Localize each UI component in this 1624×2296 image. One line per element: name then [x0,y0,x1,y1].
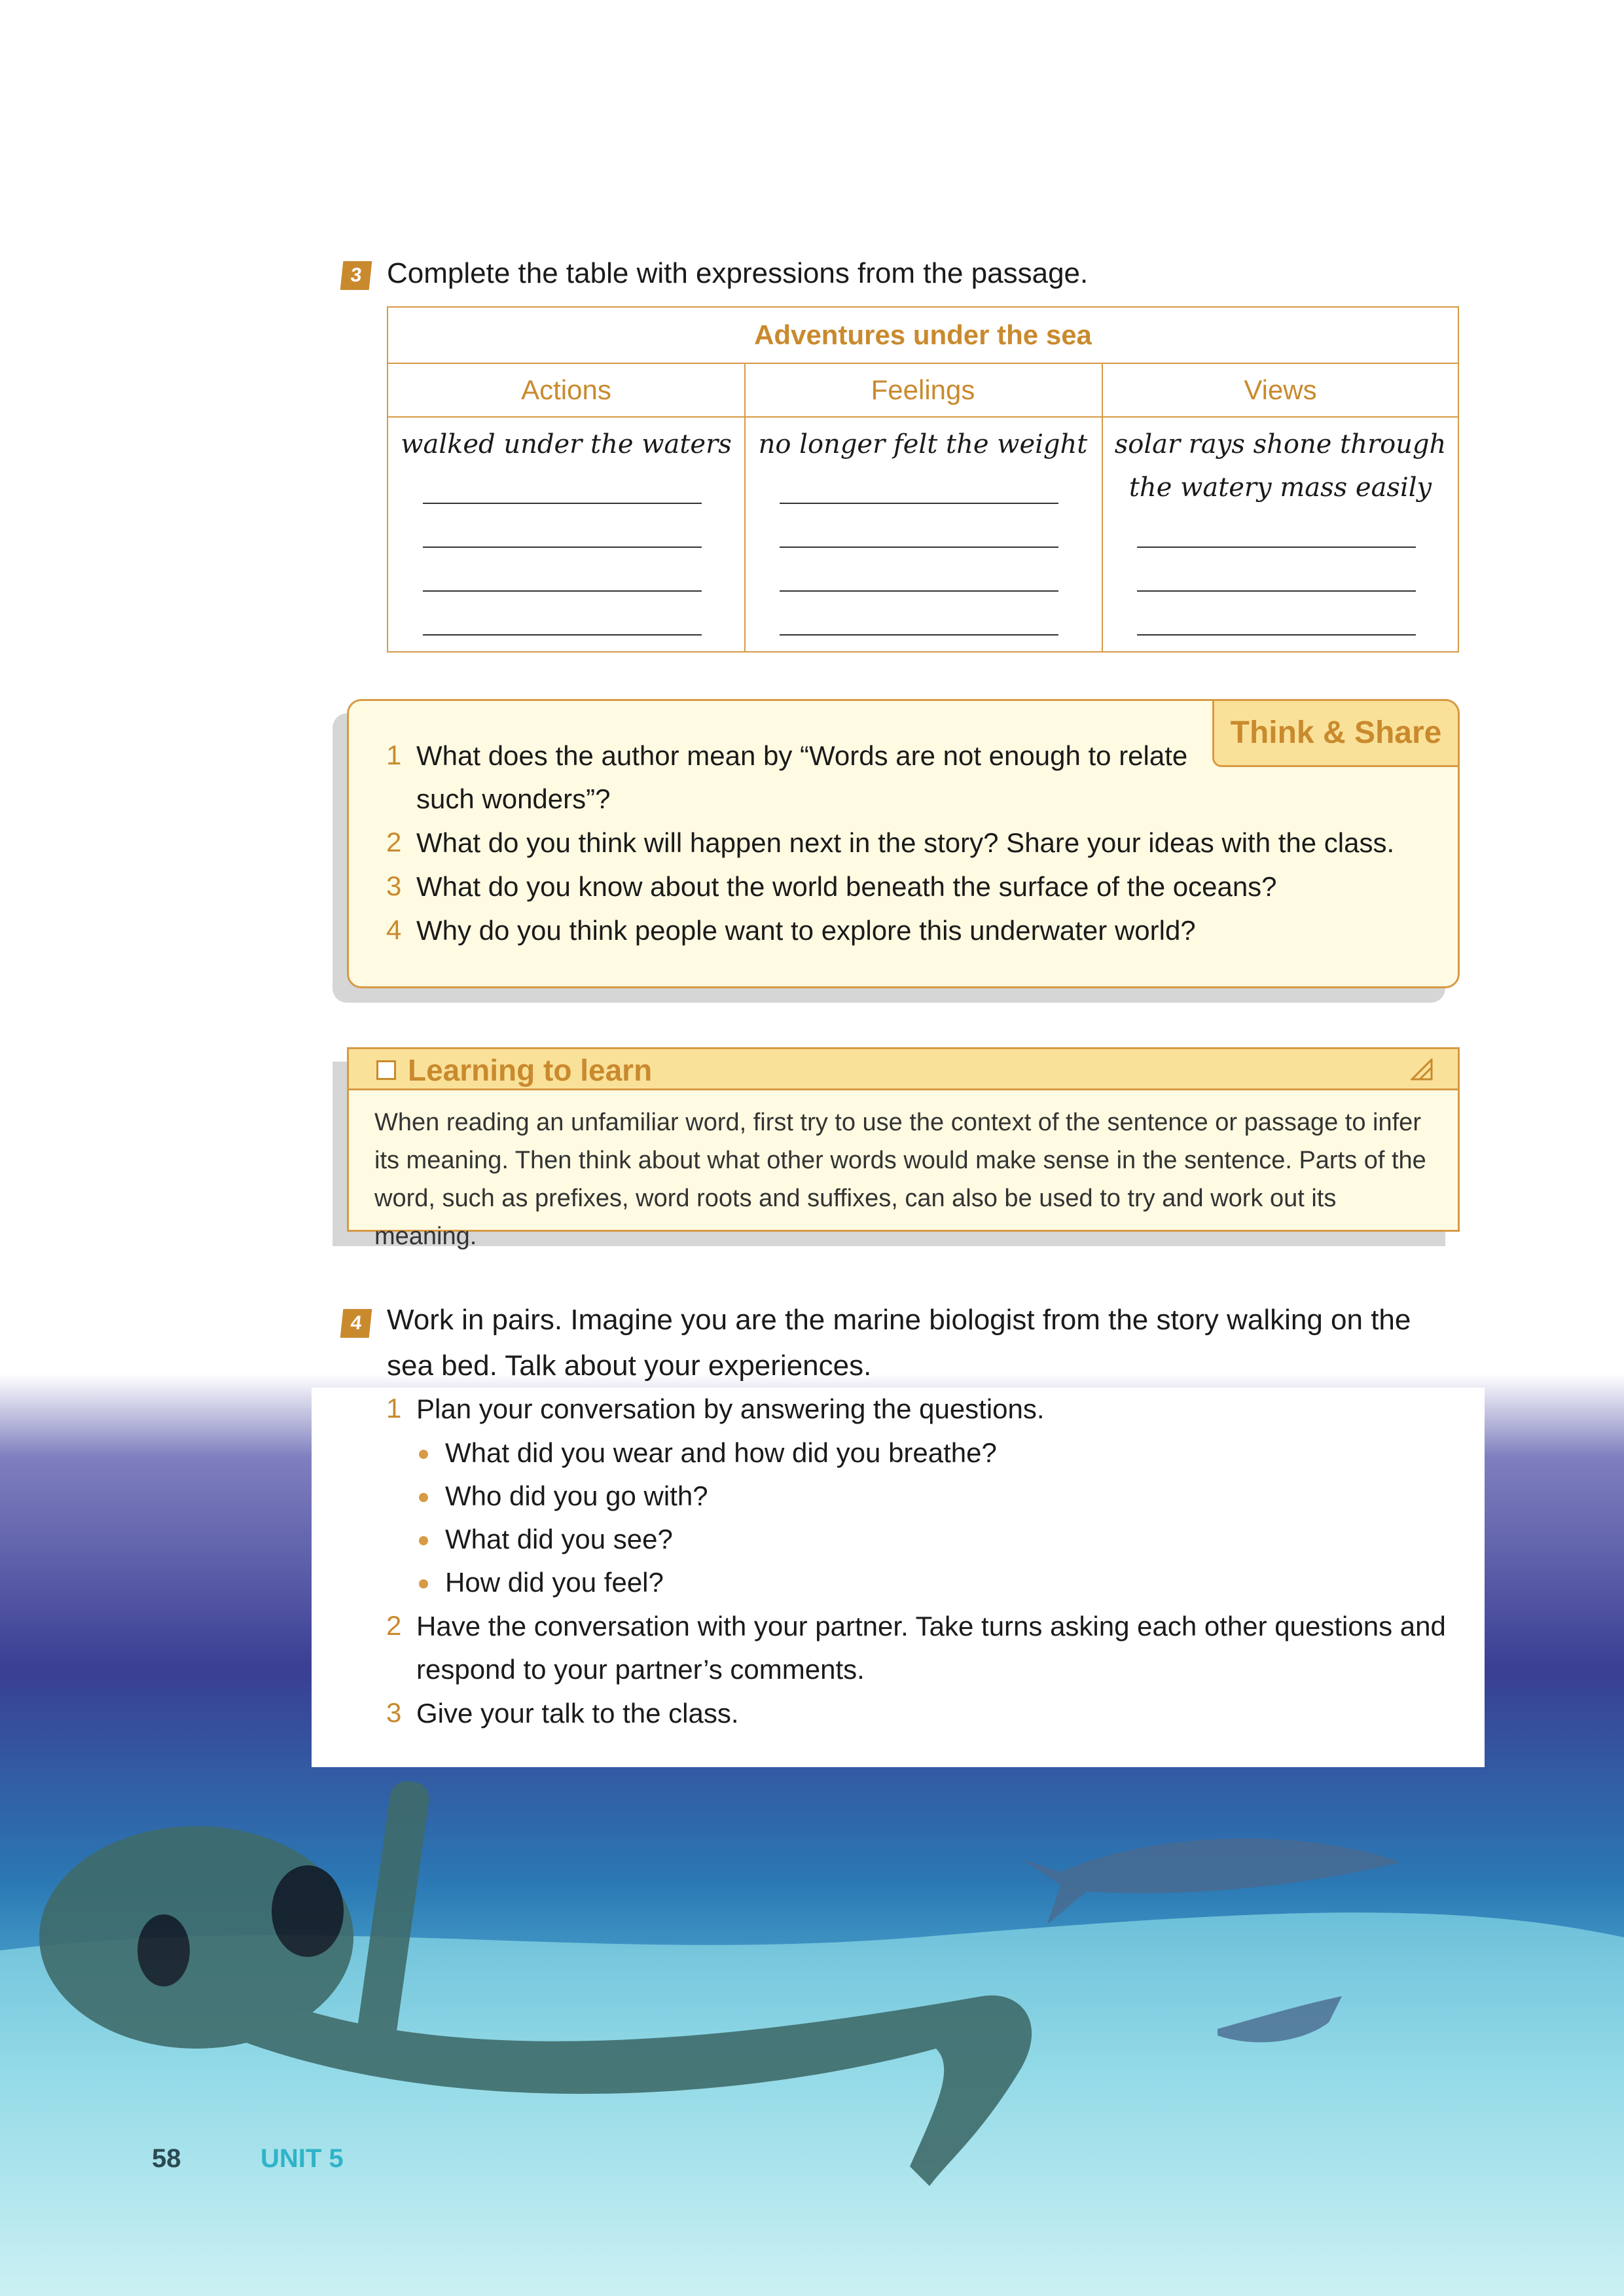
adventures-table [387,306,1459,653]
answer-line[interactable] [423,590,702,592]
step-text: Have the conversation with your partner. Take turns asking each other questions and [416,1611,1446,1641]
actions-entry: walked under the waters [401,429,732,459]
column-divider [744,363,746,653]
question-number: 3 [386,870,402,901]
feelings-entry: no longer felt the weight [758,429,1088,459]
unit-label: UNIT 5 [261,2144,344,2173]
answer-line[interactable] [1137,634,1416,636]
column-header-views: Views [1102,363,1459,418]
learning-text-line: word, such as prefixes, word roots and suffixes, can also be used to try and work out its meaning. [374,1185,1337,1250]
views-entry-line2: the watery mass easily [1128,473,1432,503]
bullet-question: Who did you go with? [445,1480,708,1511]
answer-line[interactable] [1137,547,1416,548]
question-text: Why do you think people want to explore this underwater world? [416,915,1196,946]
exercise-instruction: Complete the table with expressions from the passage. [387,257,1089,289]
question-text: What do you think will happen next in the story? Share your ideas with the class. [416,827,1395,858]
step-number: 1 [386,1393,402,1424]
question-text: What do you know about the world beneath the surface of the oceans? [416,871,1277,902]
bullet-dot [419,1579,428,1588]
learning-to-learn-title: Learning to learn [408,1053,653,1087]
question-number: 2 [386,827,402,857]
bullet-question: How did you feel? [445,1567,664,1598]
checkbox-square-icon [376,1060,396,1080]
question-text: such wonders”? [416,783,611,814]
bullet-dot [419,1536,428,1545]
corner-triangle-icon [1411,1058,1433,1081]
answer-line[interactable] [423,634,702,636]
bullet-question: What did you wear and how did you breathe? [445,1437,997,1468]
step-text: Give your talk to the class. [416,1698,739,1729]
bullet-question: What did you see? [445,1524,673,1554]
think-share-tag: Think & Share [1212,699,1460,767]
step-text: Plan your conversation by answering the questions. [416,1393,1045,1424]
exercise-number-badge: 4 [340,1309,372,1338]
question-number: 4 [386,914,402,945]
answer-line[interactable] [780,503,1058,504]
learning-text-line: its meaning. Then think about what other words would make sense in the sentence. Parts of the [374,1147,1426,1174]
step-number: 2 [386,1610,402,1641]
learning-to-learn-text [374,1103,1441,1255]
bullet-dot [419,1493,428,1502]
answer-line[interactable] [423,503,702,504]
table-title: Adventures under the sea [388,308,1458,364]
question-number: 1 [386,740,402,770]
question-text: What does the author mean by “Words are not enough to relate [416,740,1188,771]
learning-text-line: When reading an unfamiliar word, first try to use the context of the sentence or passage to infer [374,1109,1421,1136]
exercise-instruction: Work in pairs. Imagine you are the marine biologist from the story walking on the [387,1304,1411,1336]
step-text: respond to your partner’s comments. [416,1654,865,1685]
answer-line[interactable] [780,547,1058,548]
answer-line[interactable] [780,590,1058,592]
exercise-number-badge: 3 [340,261,372,290]
views-entry-line1: solar rays shone through [1114,429,1447,459]
answer-line[interactable] [780,634,1058,636]
learning-to-learn-header [347,1047,1460,1090]
bullet-dot [419,1450,428,1459]
column-header-actions: Actions [388,363,744,418]
step-number: 3 [386,1697,402,1728]
answer-line[interactable] [423,547,702,548]
column-header-feelings: Feelings [744,363,1102,418]
column-divider [1102,363,1103,653]
exercise-instruction: sea bed. Talk about your experiences. [387,1350,872,1382]
answer-line[interactable] [1137,590,1416,592]
page-number: 58 [152,2144,181,2173]
